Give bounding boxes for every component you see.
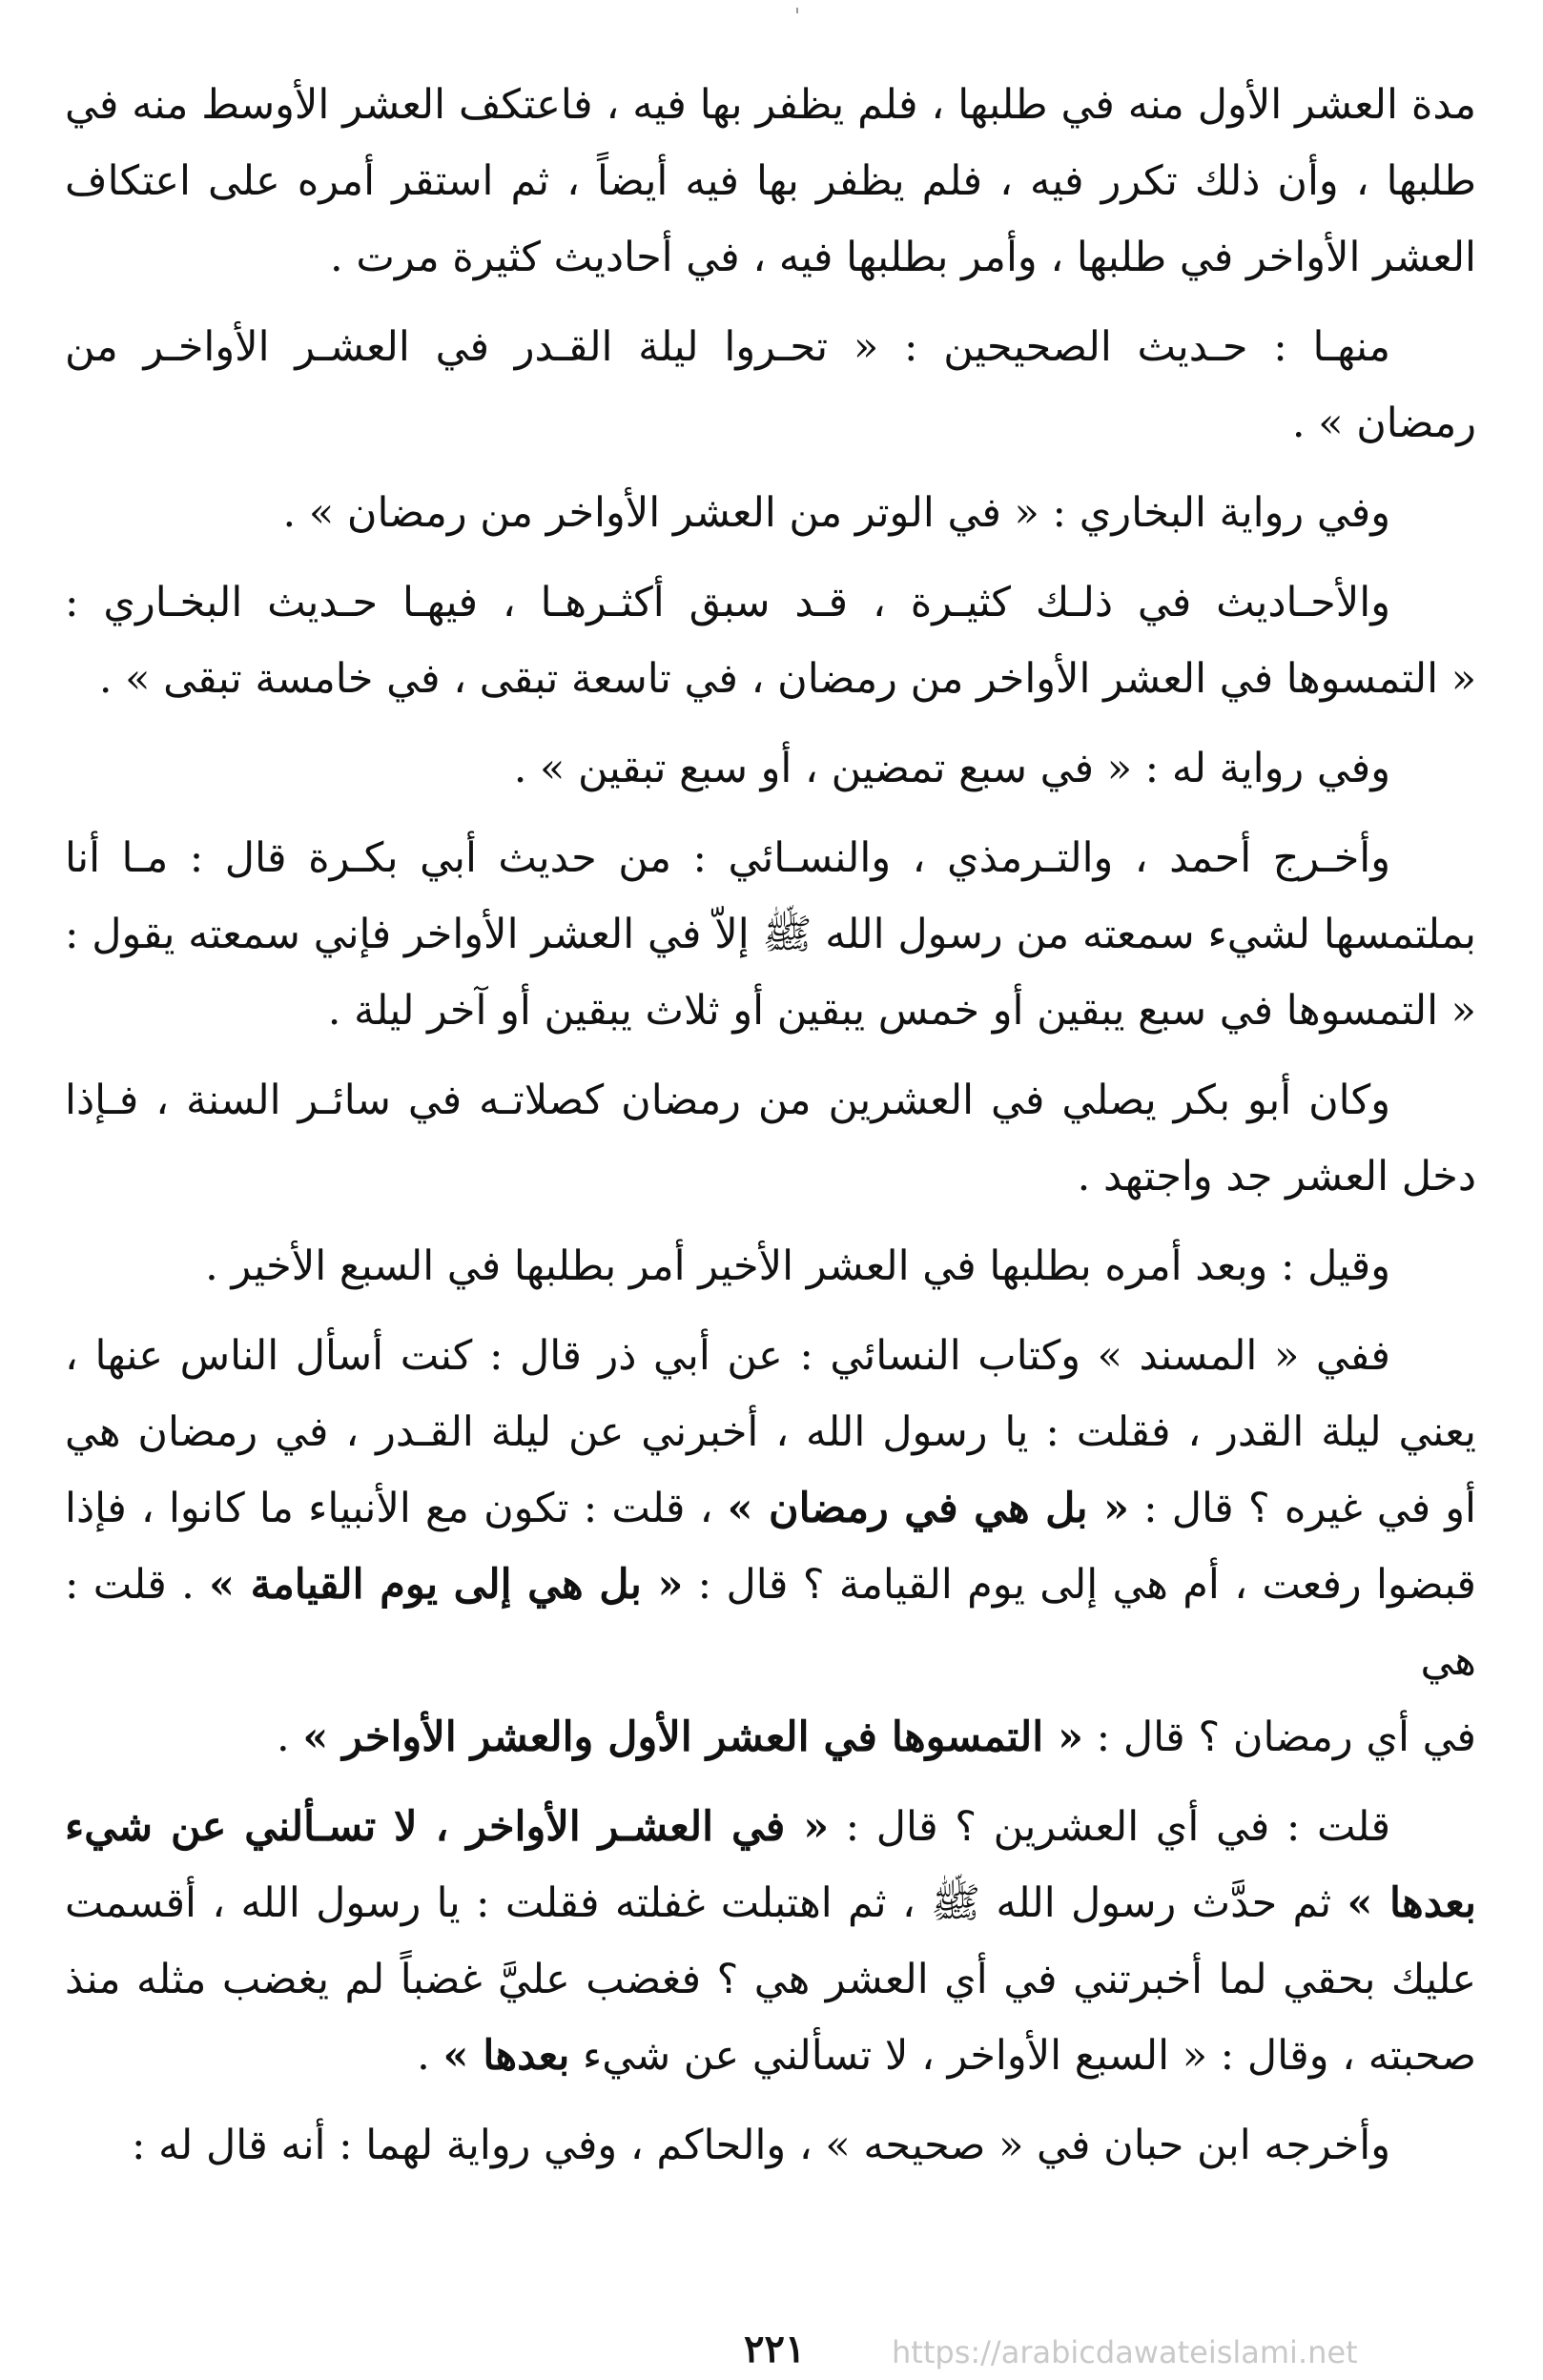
paragraph <box>65 564 1476 717</box>
paragraph <box>65 309 1476 462</box>
text-line: قبضوا رفعت ، أم هي إلى يوم القيامة ؟ قال : « بل هي إلى يوم القيامة » . قلت : هي <box>65 1561 1476 1685</box>
text-line: مدة العشر الأول منه في طلبها ، فلم يظفر بها فيه ، فاعتكف العشر الأوسط منه في <box>65 81 1476 129</box>
text-line: وفي رواية له : « في سبع تمضين ، أو سبع تبقين » . <box>513 745 1390 792</box>
text-line: وقيل : وبعد أمره بطلبها في العشر الأخير أمر بطلبها في السبع الأخير . <box>205 1242 1390 1290</box>
emphasized-quote: بعدها » <box>442 2032 570 2080</box>
text-line: طلبها ، وأن ذلك تكرر فيه ، فلم يظفر بها فيه أيضاً ، ثم استقر أمره على اعتكاف <box>65 157 1476 205</box>
paragraph <box>65 1318 1476 1775</box>
text-line: رمضان » . <box>1291 400 1476 447</box>
text-line: عليك بحقي لما أخبرتني في أي العشر هي ؟ فغضب عليَّ غضباً لم يغضب مثله منذ <box>65 1956 1476 2003</box>
text-line: وأخـرج أحمد ، والتـرمذي ، والنسـائي : من حديث أبي بكـرة قال : مـا أنا <box>65 834 1390 882</box>
text-line: قلت : في أي العشرين ؟ قال : « في العشـر الأواخر ، لا تسـألني عن شيء <box>65 1803 1390 1851</box>
text-line: بملتمسها لشيء سمعته من رسول الله ﷺ إلاّ في العشر الأواخر فإني سمعته يقول : <box>65 911 1476 958</box>
page-number: ٢٢١ <box>744 2327 806 2371</box>
paragraph <box>65 730 1476 807</box>
paragraph <box>65 820 1476 1049</box>
emphasized-quote: « التمسوها في العشر الأول والعشر الأواخر » <box>302 1713 1083 1761</box>
page-footer <box>0 2327 1543 2374</box>
text-line: في أي رمضان ؟ قال : « التمسوها في العشر الأول والعشر الأواخر » . <box>276 1713 1476 1761</box>
text-line: وفي رواية البخاري : « في الوتر من العشر الأواخر من رمضان » . <box>282 489 1390 537</box>
body-text <box>65 67 1476 2197</box>
paragraph <box>65 475 1476 551</box>
text-line: يعني ليلة القدر ، فقلت : يا رسول الله ، أخبرني عن ليلة القـدر ، في رمضان هي <box>65 1408 1476 1456</box>
paragraph <box>65 1062 1476 1215</box>
text-line: « التمسوها في سبع يبقين أو خمس يبقين أو ثلاث يبقين أو آخر ليلة . <box>327 987 1476 1035</box>
text-line: وأخرجه ابن حبان في « صحيحه » ، والحاكم ، وفي رواية لهما : أنه قال له : <box>131 2122 1390 2169</box>
text-line: والأحـاديث في ذلـك كثيـرة ، قـد سبق أكثـرهـا ، فيهـا حـديث البخـاري : <box>65 579 1390 626</box>
paragraph <box>65 2107 1476 2184</box>
paragraph <box>65 67 1476 296</box>
text-line: دخل العشر جد واجتهد . <box>1077 1153 1476 1200</box>
text-line: منهـا : حـديث الصحيحين : « تحـروا ليلة القـدر في العشـر الأواخـر من <box>65 323 1390 371</box>
text-line: بعدها » ثم حدَّث رسول الله ﷺ ، ثم اهتبلت غفلته فقلت : يا رسول الله ، أقسمت <box>65 1879 1476 1927</box>
scan-mark <box>796 8 798 13</box>
text-line: أو في غيره ؟ قال : « بل هي في رمضان » ، قلت : تكون مع الأنبياء ما كانوا ، فإذا <box>65 1485 1477 1532</box>
text-line: العشر الأواخر في طلبها ، وأمر بطلبها فيه ، في أحاديث كثيرة مرت . <box>330 234 1476 281</box>
paragraph <box>65 1228 1476 1304</box>
text-line: « التمسوها في العشر الأواخر من رمضان ، في تاسعة تبقى ، في خامسة تبقى » . <box>98 655 1476 703</box>
text-line: وكان أبو بكر يصلي في العشرين من رمضان كصلاتـه في سائـر السنة ، فـإذا <box>65 1077 1390 1124</box>
emphasized-quote: « بل هي في رمضان » <box>727 1485 1129 1532</box>
emphasized-quote: « في العشـر الأواخر ، لا تسـألني عن شيء <box>65 1803 830 1851</box>
paragraph <box>65 1789 1476 2094</box>
watermark-url: https://arabicdawateislami.net <box>892 2334 1358 2370</box>
emphasized-quote: « بل هي إلى يوم القيامة » <box>209 1561 684 1609</box>
text-line: صحبته ، وقال : « السبع الأواخر ، لا تسألني عن شيء بعدها » . <box>417 2032 1476 2080</box>
text-line: ففي « المسند » وكتاب النسائي : عن أبي ذر قال : كنت أسأل الناس عنها ، <box>65 1332 1390 1380</box>
emphasized-quote: بعدها » <box>1347 1879 1476 1927</box>
